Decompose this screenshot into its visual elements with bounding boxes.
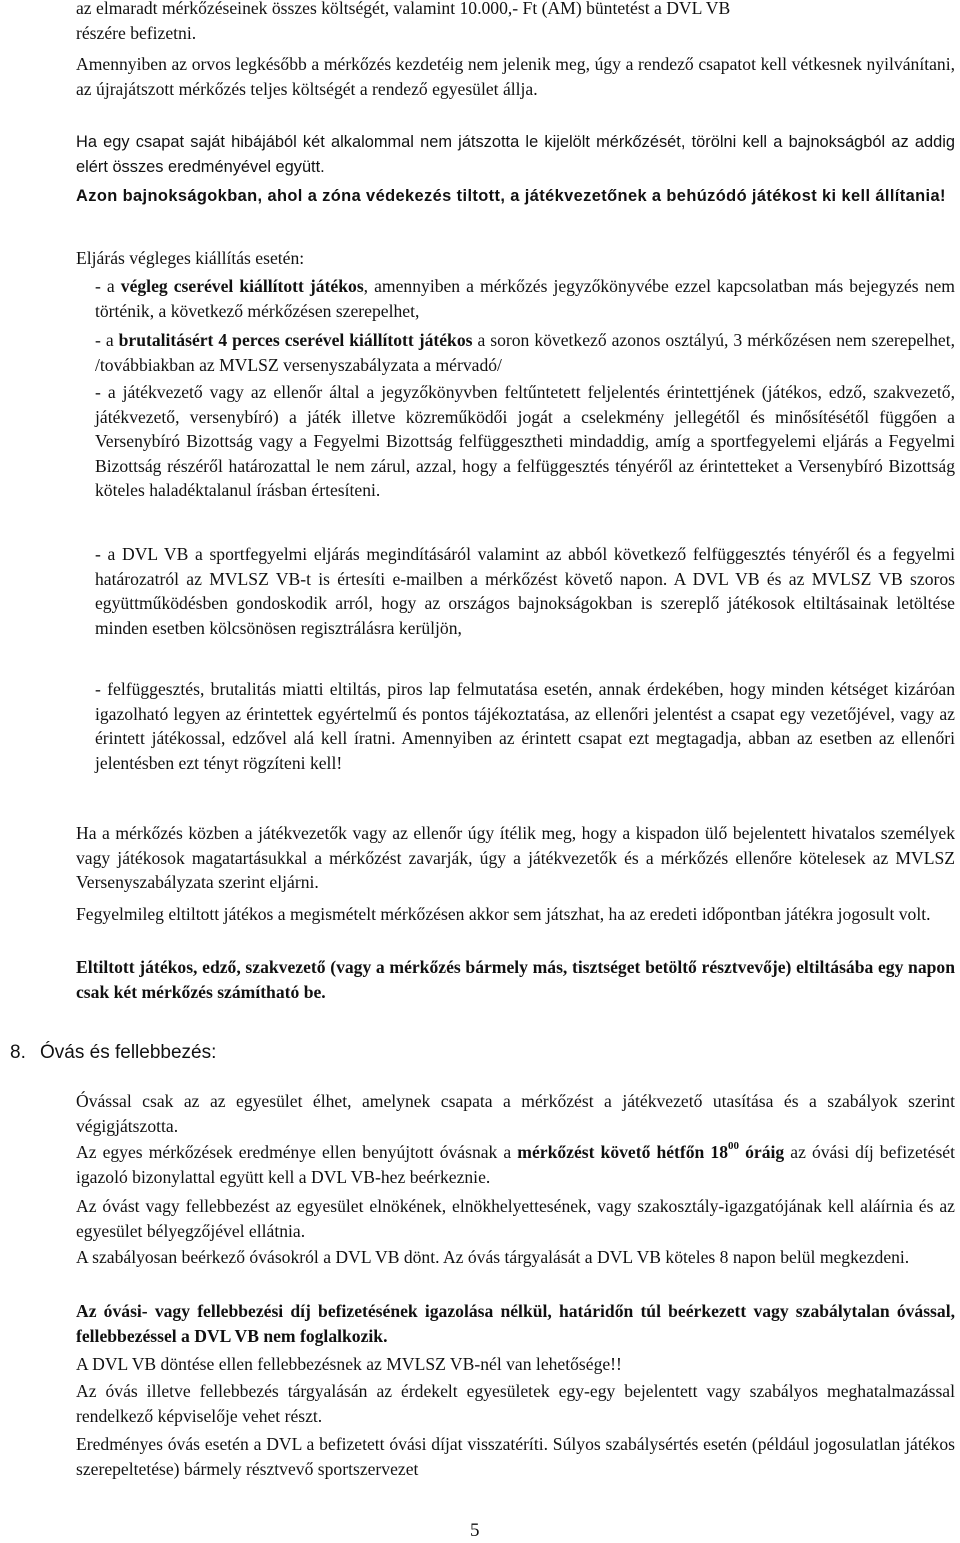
eljaras-item-1 — [95, 274, 955, 323]
paragraph-zone-defense: Azon bajnokságokban, ahol a zóna védekezés tiltott, a játékvezetőnek a behúzódó játékost ki kell állítania! — [76, 187, 946, 205]
paragraph-doctor: Amennyiben az orvos legkésőbb a mérkőzés kezdetéig nem jelenik meg, úgy a rendező csapatot kell vétkesnek nyilvánítani, az újrajátszott mérkőzés teljes költségét a rendező egyesület állja. — [76, 54, 955, 99]
paragraph-costs-line1: az elmaradt mérkőzéseinek összes költségét, valamint 10.000,- Ft (AM) büntetést a DVL VB — [76, 0, 731, 18]
ovas-p2-bold2: óráig — [745, 1142, 785, 1162]
eljaras-item-1-bold: végleg cserével kiállított játékos — [120, 276, 364, 296]
paragraph-team-deletion: Ha egy csapat saját hibájából két alkalommal nem játszotta le kijelölt mérkőzését, törölni kell a bajnokságból az addig elért összes eredményével együtt. — [76, 133, 955, 176]
paragraph-costs-line2: részére befizetni. — [76, 22, 197, 43]
eljaras-item-2-pre: - a — [95, 330, 119, 350]
ovas-paragraph-8: Eredményes óvás esetén a DVL a befizetett óvási díjat visszatéríti. Súlyos szabálysértés esetén (például jogosulatlan játékos szerepeltetése) bármely résztvevő sportszervezet — [76, 1434, 955, 1479]
ovas-p2-bold: mérkőzést követő hétfőn 18 — [517, 1142, 729, 1162]
eljaras-item-2-bold: brutalitásért 4 perces cserével kiállított játékos — [118, 330, 473, 350]
ovas-paragraph-1: Óvással csak az az egyesület élhet, amelynek csapata a mérkőzést a játékvezető utasítása és a szabályok szerint végigjátszotta. — [76, 1091, 955, 1136]
page-number: 5 — [470, 1520, 480, 1541]
eljaras-item-3: - a játékvezető vagy az ellenőr által a jegyzőkönyvben feltűntetett feljelentés érintettjének (játékos, edző, szakvezető, játékvezető, versenybíró) a játék illetve közreműködői jogát a cselekmény jellegétől és minősítésétől függően a Versenybíró Bizottság vagy a Fegyelmi Bizottság felfüggesztheti mindaddig, amíg a sportfegyelemi eljárás a Fegyelmi Bizottság részéről határozattal le nem zárul, azzal, hogy a felfüggesztés tényéről az érintetteket a Versenybíró Bizottság köteles haladéktalanul írásban értesíteni. — [95, 382, 955, 500]
ovas-paragraph-6: A DVL VB döntése ellen fellebbezésnek az MVLSZ VB-nél van lehetősége!! — [76, 1354, 622, 1374]
eljaras-item-2-post: a soron következő azonos osztályú, 3 mérkőzésen nem szerepelhet, /továbbiakban az MVLSZ versenyszabályzata a mérvadó/ — [95, 330, 955, 375]
paragraph-costs — [76, 0, 955, 45]
ovas-p2-pre: Az egyes mérkőzések eredménye ellen benyújtott óvásnak a — [76, 1142, 518, 1162]
eljaras-title: Eljárás végleges kiállítás esetén: — [76, 248, 305, 268]
ovas-paragraph-5: Az óvási- vagy fellebbezési díj befizetésének igazolása nélkül, határidőn túl beérkezett vagy szabálytalan óvással, fellebbezéssel a DVL VB nem foglalkozik. — [76, 1301, 955, 1346]
eljaras-item-4: - a DVL VB a sportfegyelmi eljárás megindításáról valamint az abból következő felfüggesztés tényéről és a fegyelmi határozatról az MVLSZ VB-t is értesíti e-mailben a mérkőzést követő napon. A DVL VB és az MVLSZ VB szoros együttműködésben gondoskodik arról, hogy az országos bajnokságokban is szereplő játékosok eltiltásainak letöltése minden esetben kölcsönösen regisztrálásra kerüljön, — [95, 544, 955, 638]
section-number: 8. — [10, 1042, 26, 1063]
ovas-paragraph-2 — [76, 1140, 955, 1189]
paragraph-suspension-count: Eltiltott játékos, edző, szakvezető (vagy a mérkőzés bármely más, tisztséget betöltő résztvevője) eltiltásába egy napon csak két mérkőzés számítható be. — [76, 957, 955, 1002]
section-heading — [10, 1040, 216, 1066]
paragraph-repeat-match: Fegyelmileg eltiltott játékos a megismételt mérkőzésen akkor sem játszhat, ha az eredeti időpontban játékra jogosult volt. — [76, 904, 931, 924]
ovas-paragraph-7: Az óvás illetve fellebbezés tárgyalásán az érdekelt egyesületek egy-egy bejelentett vagy szabályos meghatalmazással rendelkező képviselője vehet részt. — [76, 1381, 955, 1426]
eljaras-item-5: - felfüggesztés, brutalitás miatti eltiltás, piros lap felmutatása esetén, annak érdekében, hogy minden kétséget kizáróan igazolható legyen az érintettek egyértelmű és pontos tájékoztatása, az ellenőri jelentést a csapat egy vezetőjével, vagy az érintett játékossal, edzővel alá kell íratni. Amennyiben az érintett csapat ezt megtagadja, abban az esetben az ellenőri jelentésben ezt tényt rögzíteni kell! — [95, 679, 955, 773]
eljaras-item-2 — [95, 328, 955, 377]
ovas-p2-post: az óvási díj befizetését igazoló bizonylattal együtt kell a DVL VB-hez beérkeznie. — [76, 1142, 955, 1187]
ovas-paragraph-3: Az óvást vagy fellebbezést az egyesület elnökének, elnökhelyettesének, vagy szakosztály-igazgatójának kell aláírnia és az egyesület bélyegzőjével ellátnia. — [76, 1196, 955, 1241]
paragraph-bench: Ha a mérkőzés közben a játékvezetők vagy az ellenőr úgy ítélik meg, hogy a kispadon ülő bejelentett hivatalos személyek vagy játékosok magatartásukkal a mérkőzést zavarják, úgy a játékvezetők és a mérkőzés ellenőre kötelesek az MVLSZ Versenyszabályzata szerint eljárni. — [76, 823, 955, 892]
eljaras-item-1-post: , amennyiben a mérkőzés jegyzőkönyvébe ezzel kapcsolatban más bejegyzés nem történik, a következő mérkőzésen szerepelhet, — [95, 276, 955, 321]
ovas-paragraph-4: A szabályosan beérkező óvásokról a DVL VB dönt. Az óvás tárgyalását a DVL VB köteles 8 napon belül megkezdeni. — [76, 1247, 910, 1267]
ovas-p2-sup: 00 — [728, 1140, 740, 1153]
section-title: Óvás és fellebbezés: — [40, 1042, 217, 1063]
eljaras-item-1-pre: - a — [95, 276, 121, 296]
